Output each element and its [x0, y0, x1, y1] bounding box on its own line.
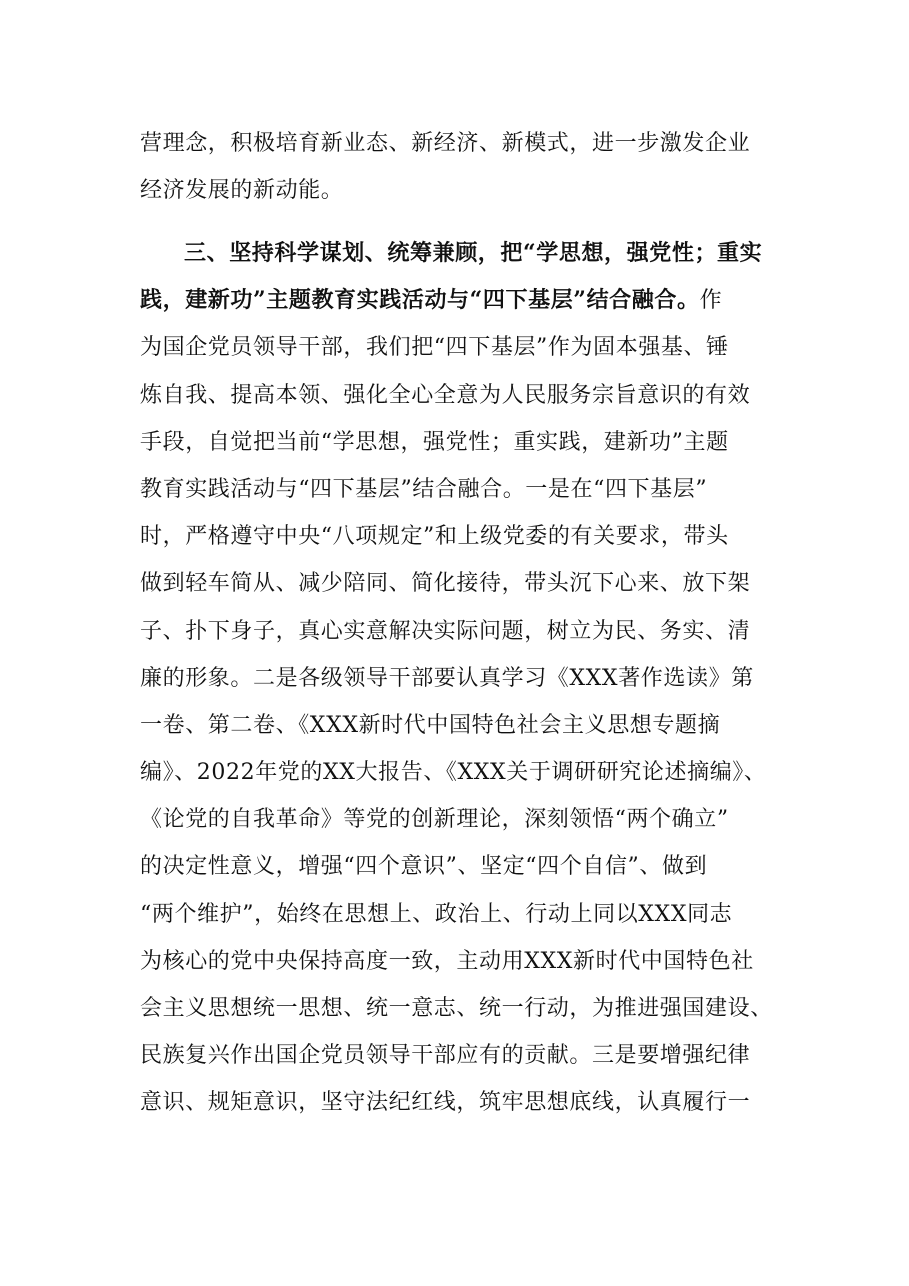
text-line: 的决定性意义，增强“四个意识”、坚定“四个自信”、做到	[140, 854, 708, 880]
intro-paragraph	[140, 120, 780, 214]
text-line: 廉的形象。二是各级领导干部要认真学习《XXX著作选读》第	[140, 665, 754, 691]
text-line: 民族复兴作出国企党员领导干部应有的贡献。三是要增强纪律	[140, 1043, 751, 1069]
text-line: 意识、规矩意识，坚守法纪红线，筑牢思想底线，认真履行一	[140, 1090, 751, 1116]
text-line: 《论党的自我革命》等党的创新理论，深刻领悟“两个确立”	[140, 807, 729, 833]
text-line: 做到轻车简从、减少陪同、简化接待，带头沉下心来、放下架	[140, 571, 751, 597]
text-line: 一卷、第二卷、《XXX新时代中国特色社会主义思想专题摘	[140, 712, 721, 738]
text-line: 营理念，积极培育新业态、新经济、新模式，进一步激发企业	[140, 131, 751, 156]
text-line: 为核心的党中央保持高度一致，主动用XXX新时代中国特色社	[140, 948, 754, 974]
section-three-paragraph	[140, 230, 780, 1127]
text-line: 为国企党员领导干部，我们把“四下基层”作为固本强基、锤	[140, 335, 729, 361]
text-line: 经济发展的新动能。	[140, 178, 344, 204]
text-line: 编》、2022年党的XX大报告、《XXX关于调研研究论述摘编》、	[140, 760, 767, 786]
text-line: 时，严格遵守中央“八项规定”和上级党委的有关要求，带头	[140, 524, 729, 550]
text-line: 会主义思想统一思想、统一意志、统一行动，为推进强国建设、	[140, 996, 773, 1021]
section-heading-tail: 践，建新功”主题教育实践活动与“四下基层”结合融合。	[140, 287, 700, 314]
text-line: 子、扑下身子，真心实意解决实际问题，树立为民、务实、清	[140, 618, 751, 644]
text-line: 手段，自觉把当前“学思想，强党性；重实践，建新功”主题	[140, 429, 729, 455]
text-line: “两个维护”，始终在思想上、政治上、行动上同以XXX同志	[140, 901, 733, 927]
body-text-start: 作	[699, 288, 723, 314]
section-heading-line-continued	[140, 277, 780, 324]
text-line: 炼自我、提高本领、强化全心全意为人民服务宗旨意识的有效	[140, 382, 751, 408]
section-heading-line: 三、坚持科学谋划、统筹兼顾，把“学思想，强党性；重实	[184, 240, 763, 266]
text-line: 教育实践活动与“四下基层”结合融合。一是在“四下基层”	[140, 476, 708, 502]
